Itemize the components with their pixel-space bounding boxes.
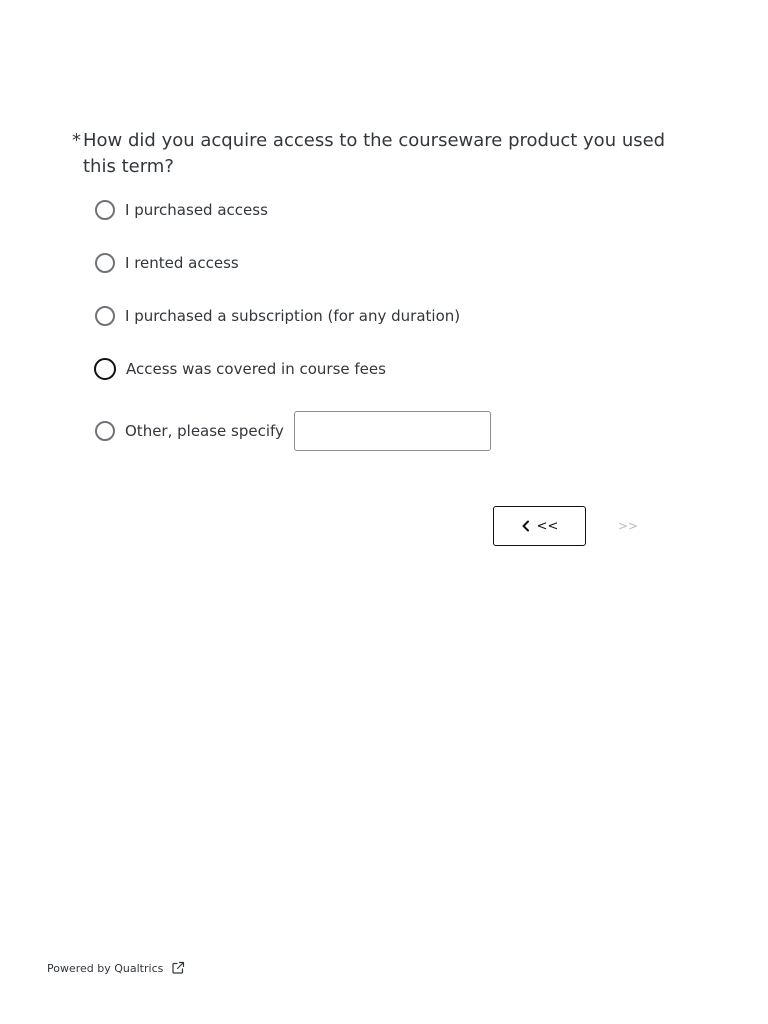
chevron-left-icon <box>521 520 531 532</box>
back-button-label: << <box>536 518 559 534</box>
required-asterisk: * <box>72 130 81 151</box>
other-specify-input[interactable] <box>294 411 491 451</box>
question-block <box>72 128 682 180</box>
radio-button[interactable] <box>95 253 115 273</box>
option-subscription[interactable] <box>94 303 460 329</box>
option-label[interactable]: Access was covered in course fees <box>126 360 386 378</box>
option-purchased-access[interactable] <box>94 197 268 223</box>
back-button[interactable] <box>493 506 586 546</box>
radio-button[interactable] <box>95 306 115 326</box>
footer <box>47 961 185 975</box>
option-label[interactable]: I purchased access <box>125 201 268 219</box>
question-text <box>72 128 682 180</box>
next-button[interactable] <box>618 506 658 546</box>
radio-button[interactable] <box>95 421 115 441</box>
option-course-fees[interactable] <box>94 356 386 382</box>
external-link-icon[interactable] <box>171 961 185 975</box>
option-label[interactable]: Other, please specify <box>125 422 284 440</box>
radio-button[interactable] <box>94 358 116 380</box>
question-label: How did you acquire access to the courseware product you used this term? <box>83 130 666 177</box>
navigation-bar <box>493 506 658 546</box>
option-rented-access[interactable] <box>94 250 239 276</box>
next-button-label: >> <box>618 519 639 533</box>
option-label[interactable]: I rented access <box>125 254 239 272</box>
radio-button[interactable] <box>95 200 115 220</box>
option-label[interactable]: I purchased a subscription (for any duration) <box>125 307 461 325</box>
powered-by-link[interactable]: Powered by Qualtrics <box>47 961 164 975</box>
option-other[interactable] <box>94 418 491 444</box>
